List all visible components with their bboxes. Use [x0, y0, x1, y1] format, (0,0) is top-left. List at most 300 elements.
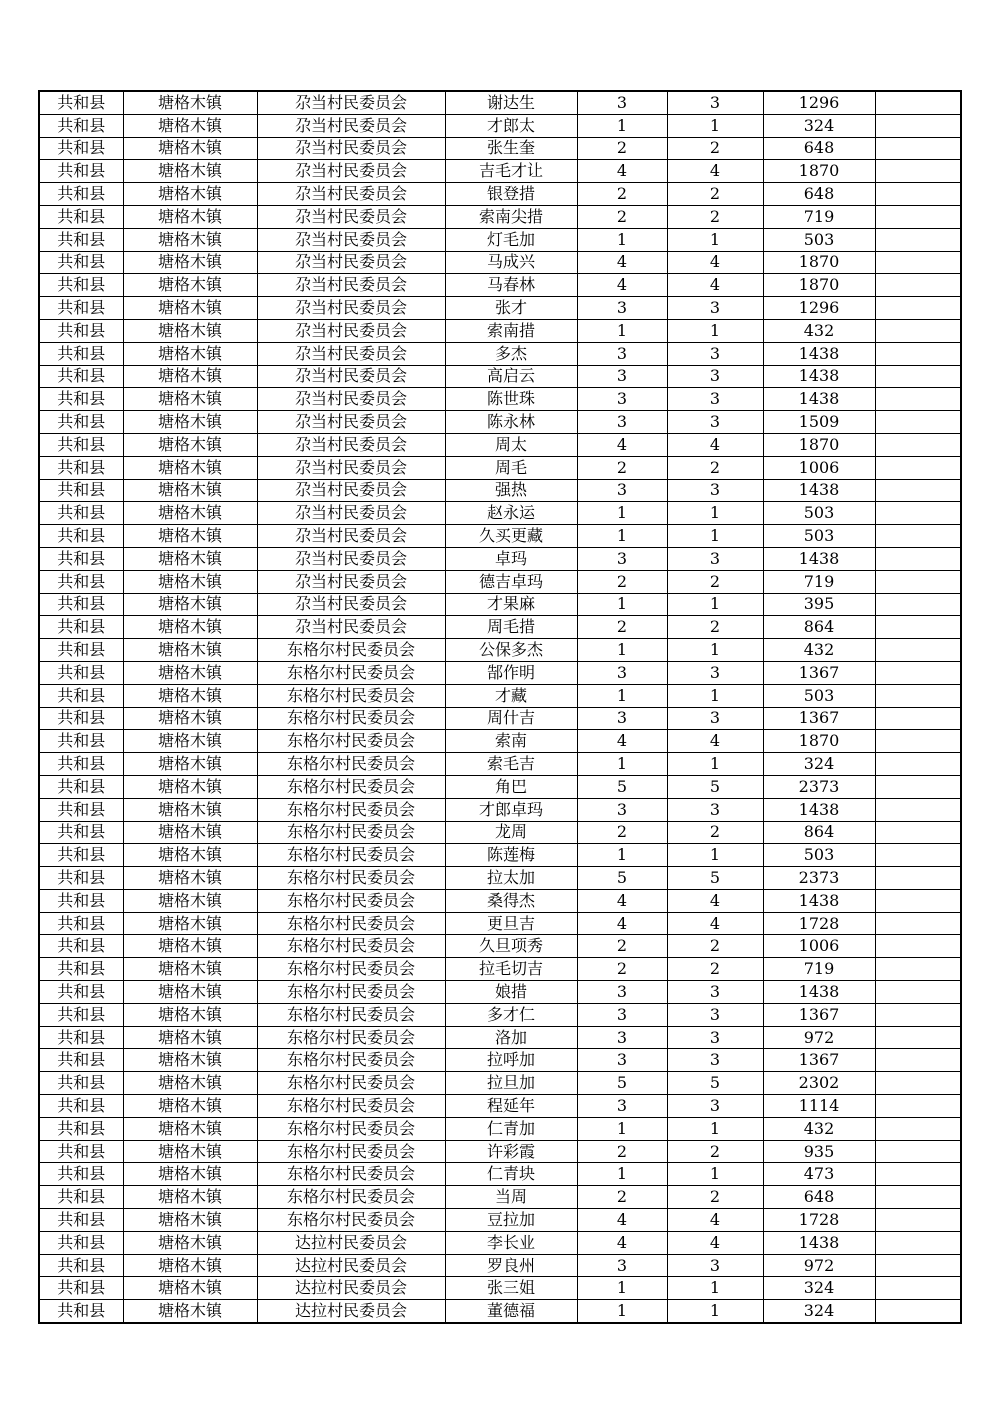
- county-cell: 共和县: [39, 1072, 123, 1095]
- covered-persons-cell: 2: [667, 821, 763, 844]
- household-size-cell: 3: [577, 365, 667, 388]
- town-cell: 塘格木镇: [123, 753, 257, 776]
- household-size-cell: 5: [577, 1072, 667, 1095]
- household-size-cell: 1: [577, 319, 667, 342]
- town-cell: 塘格木镇: [123, 433, 257, 456]
- town-cell: 塘格木镇: [123, 388, 257, 411]
- household-size-cell: 2: [577, 1140, 667, 1163]
- table-row: [39, 844, 961, 867]
- county-cell: 共和县: [39, 616, 123, 639]
- remark-cell: [875, 867, 961, 890]
- covered-persons-cell: 4: [667, 912, 763, 935]
- county-cell: 共和县: [39, 593, 123, 616]
- remark-cell: [875, 798, 961, 821]
- table-row: [39, 547, 961, 570]
- county-cell: 共和县: [39, 935, 123, 958]
- town-cell: 塘格木镇: [123, 889, 257, 912]
- village-cell: 尕当村民委员会: [257, 433, 445, 456]
- county-cell: 共和县: [39, 707, 123, 730]
- amount-cell: 324: [763, 1300, 875, 1323]
- amount-cell: 1296: [763, 297, 875, 320]
- village-cell: 尕当村民委员会: [257, 456, 445, 479]
- town-cell: 塘格木镇: [123, 1140, 257, 1163]
- amount-cell: 432: [763, 319, 875, 342]
- name-cell: 赵永运: [445, 502, 577, 525]
- village-cell: 尕当村民委员会: [257, 570, 445, 593]
- name-cell: 陈永林: [445, 411, 577, 434]
- covered-persons-cell: 2: [667, 1186, 763, 1209]
- county-cell: 共和县: [39, 251, 123, 274]
- table-row: [39, 1209, 961, 1232]
- covered-persons-cell: 2: [667, 183, 763, 206]
- amount-cell: 324: [763, 753, 875, 776]
- village-cell: 尕当村民委员会: [257, 547, 445, 570]
- covered-persons-cell: 2: [667, 456, 763, 479]
- covered-persons-cell: 1: [667, 1117, 763, 1140]
- town-cell: 塘格木镇: [123, 1300, 257, 1323]
- town-cell: 塘格木镇: [123, 730, 257, 753]
- household-size-cell: 3: [577, 661, 667, 684]
- remark-cell: [875, 160, 961, 183]
- name-cell: 谢达生: [445, 91, 577, 114]
- name-cell: 当周: [445, 1186, 577, 1209]
- covered-persons-cell: 3: [667, 388, 763, 411]
- village-cell: 尕当村民委员会: [257, 388, 445, 411]
- town-cell: 塘格木镇: [123, 798, 257, 821]
- name-cell: 德吉卓玛: [445, 570, 577, 593]
- county-cell: 共和县: [39, 1026, 123, 1049]
- covered-persons-cell: 1: [667, 1300, 763, 1323]
- name-cell: 张生奎: [445, 137, 577, 160]
- remark-cell: [875, 502, 961, 525]
- town-cell: 塘格木镇: [123, 707, 257, 730]
- village-cell: 东格尔村民委员会: [257, 935, 445, 958]
- household-size-cell: 2: [577, 570, 667, 593]
- county-cell: 共和县: [39, 1140, 123, 1163]
- household-size-cell: 3: [577, 1003, 667, 1026]
- household-size-cell: 1: [577, 593, 667, 616]
- remark-cell: [875, 297, 961, 320]
- village-cell: 东格尔村民委员会: [257, 1072, 445, 1095]
- village-cell: 东格尔村民委员会: [257, 958, 445, 981]
- town-cell: 塘格木镇: [123, 365, 257, 388]
- amount-cell: 1438: [763, 479, 875, 502]
- county-cell: 共和县: [39, 433, 123, 456]
- covered-persons-cell: 1: [667, 114, 763, 137]
- village-cell: 尕当村民委员会: [257, 411, 445, 434]
- remark-cell: [875, 1209, 961, 1232]
- household-size-cell: 4: [577, 889, 667, 912]
- village-cell: 东格尔村民委员会: [257, 1026, 445, 1049]
- village-cell: 东格尔村民委员会: [257, 661, 445, 684]
- remark-cell: [875, 547, 961, 570]
- town-cell: 塘格木镇: [123, 1163, 257, 1186]
- amount-cell: 719: [763, 570, 875, 593]
- household-size-cell: 3: [577, 411, 667, 434]
- village-cell: 东格尔村民委员会: [257, 753, 445, 776]
- covered-persons-cell: 3: [667, 798, 763, 821]
- name-cell: 公保多杰: [445, 639, 577, 662]
- household-size-cell: 3: [577, 342, 667, 365]
- table-row: [39, 456, 961, 479]
- amount-cell: 864: [763, 821, 875, 844]
- town-cell: 塘格木镇: [123, 319, 257, 342]
- remark-cell: [875, 137, 961, 160]
- county-cell: 共和县: [39, 137, 123, 160]
- town-cell: 塘格木镇: [123, 411, 257, 434]
- table-row: [39, 1003, 961, 1026]
- household-size-cell: 3: [577, 1254, 667, 1277]
- name-cell: 洛加: [445, 1026, 577, 1049]
- table-row: [39, 205, 961, 228]
- table-row: [39, 297, 961, 320]
- remark-cell: [875, 1277, 961, 1300]
- county-cell: 共和县: [39, 1003, 123, 1026]
- village-cell: 东格尔村民委员会: [257, 1209, 445, 1232]
- name-cell: 才郎卓玛: [445, 798, 577, 821]
- amount-cell: 324: [763, 114, 875, 137]
- remark-cell: [875, 935, 961, 958]
- table-row: [39, 889, 961, 912]
- town-cell: 塘格木镇: [123, 684, 257, 707]
- name-cell: 灯毛加: [445, 228, 577, 251]
- county-cell: 共和县: [39, 775, 123, 798]
- name-cell: 更旦吉: [445, 912, 577, 935]
- covered-persons-cell: 3: [667, 661, 763, 684]
- amount-cell: 1438: [763, 1231, 875, 1254]
- covered-persons-cell: 2: [667, 570, 763, 593]
- town-cell: 塘格木镇: [123, 160, 257, 183]
- village-cell: 东格尔村民委员会: [257, 639, 445, 662]
- table-row: [39, 1095, 961, 1118]
- name-cell: 马春林: [445, 274, 577, 297]
- county-cell: 共和县: [39, 388, 123, 411]
- county-cell: 共和县: [39, 1186, 123, 1209]
- household-size-cell: 2: [577, 616, 667, 639]
- name-cell: 高启云: [445, 365, 577, 388]
- table-row: [39, 388, 961, 411]
- amount-cell: 473: [763, 1163, 875, 1186]
- name-cell: 久买更藏: [445, 525, 577, 548]
- name-cell: 程延年: [445, 1095, 577, 1118]
- town-cell: 塘格木镇: [123, 1072, 257, 1095]
- amount-cell: 1367: [763, 707, 875, 730]
- remark-cell: [875, 1163, 961, 1186]
- county-cell: 共和县: [39, 661, 123, 684]
- remark-cell: [875, 456, 961, 479]
- amount-cell: 432: [763, 639, 875, 662]
- name-cell: 李长业: [445, 1231, 577, 1254]
- town-cell: 塘格木镇: [123, 1186, 257, 1209]
- benefit-roster-table: [38, 90, 962, 1324]
- table-row: [39, 342, 961, 365]
- county-cell: 共和县: [39, 958, 123, 981]
- remark-cell: [875, 730, 961, 753]
- village-cell: 东格尔村民委员会: [257, 1140, 445, 1163]
- covered-persons-cell: 5: [667, 775, 763, 798]
- amount-cell: 395: [763, 593, 875, 616]
- town-cell: 塘格木镇: [123, 114, 257, 137]
- covered-persons-cell: 4: [667, 730, 763, 753]
- remark-cell: [875, 251, 961, 274]
- town-cell: 塘格木镇: [123, 1026, 257, 1049]
- name-cell: 董德福: [445, 1300, 577, 1323]
- table-row: [39, 867, 961, 890]
- county-cell: 共和县: [39, 342, 123, 365]
- county-cell: 共和县: [39, 639, 123, 662]
- village-cell: 达拉村民委员会: [257, 1254, 445, 1277]
- village-cell: 尕当村民委员会: [257, 160, 445, 183]
- remark-cell: [875, 1300, 961, 1323]
- table-row: [39, 753, 961, 776]
- remark-cell: [875, 1231, 961, 1254]
- village-cell: 尕当村民委员会: [257, 205, 445, 228]
- village-cell: 尕当村民委员会: [257, 319, 445, 342]
- village-cell: 东格尔村民委员会: [257, 1186, 445, 1209]
- table-row: [39, 981, 961, 1004]
- household-size-cell: 1: [577, 1300, 667, 1323]
- county-cell: 共和县: [39, 798, 123, 821]
- amount-cell: 1438: [763, 388, 875, 411]
- town-cell: 塘格木镇: [123, 775, 257, 798]
- remark-cell: [875, 775, 961, 798]
- table-row: [39, 1049, 961, 1072]
- household-size-cell: 3: [577, 981, 667, 1004]
- village-cell: 东格尔村民委员会: [257, 867, 445, 890]
- town-cell: 塘格木镇: [123, 661, 257, 684]
- household-size-cell: 2: [577, 137, 667, 160]
- name-cell: 豆拉加: [445, 1209, 577, 1232]
- village-cell: 尕当村民委员会: [257, 297, 445, 320]
- household-size-cell: 3: [577, 388, 667, 411]
- household-size-cell: 1: [577, 525, 667, 548]
- remark-cell: [875, 1254, 961, 1277]
- amount-cell: 648: [763, 137, 875, 160]
- table-row: [39, 798, 961, 821]
- covered-persons-cell: 2: [667, 935, 763, 958]
- county-cell: 共和县: [39, 889, 123, 912]
- household-size-cell: 3: [577, 1026, 667, 1049]
- table-row: [39, 1026, 961, 1049]
- covered-persons-cell: 4: [667, 889, 763, 912]
- remark-cell: [875, 319, 961, 342]
- county-cell: 共和县: [39, 525, 123, 548]
- county-cell: 共和县: [39, 297, 123, 320]
- county-cell: 共和县: [39, 160, 123, 183]
- household-size-cell: 4: [577, 730, 667, 753]
- amount-cell: 503: [763, 844, 875, 867]
- household-size-cell: 1: [577, 502, 667, 525]
- amount-cell: 2373: [763, 775, 875, 798]
- amount-cell: 1367: [763, 1049, 875, 1072]
- amount-cell: 648: [763, 183, 875, 206]
- amount-cell: 1438: [763, 798, 875, 821]
- household-size-cell: 1: [577, 228, 667, 251]
- remark-cell: [875, 1117, 961, 1140]
- table-row: [39, 684, 961, 707]
- amount-cell: 1367: [763, 1003, 875, 1026]
- covered-persons-cell: 1: [667, 319, 763, 342]
- town-cell: 塘格木镇: [123, 205, 257, 228]
- name-cell: 才郎太: [445, 114, 577, 137]
- household-size-cell: 4: [577, 160, 667, 183]
- household-size-cell: 1: [577, 639, 667, 662]
- covered-persons-cell: 1: [667, 753, 763, 776]
- remark-cell: [875, 1095, 961, 1118]
- household-size-cell: 3: [577, 547, 667, 570]
- remark-cell: [875, 707, 961, 730]
- covered-persons-cell: 4: [667, 1231, 763, 1254]
- name-cell: 吉毛才让: [445, 160, 577, 183]
- remark-cell: [875, 479, 961, 502]
- county-cell: 共和县: [39, 1254, 123, 1277]
- village-cell: 东格尔村民委员会: [257, 1049, 445, 1072]
- village-cell: 东格尔村民委员会: [257, 775, 445, 798]
- name-cell: 拉毛切吉: [445, 958, 577, 981]
- amount-cell: 1438: [763, 365, 875, 388]
- town-cell: 塘格木镇: [123, 821, 257, 844]
- covered-persons-cell: 3: [667, 981, 763, 1004]
- covered-persons-cell: 3: [667, 1095, 763, 1118]
- remark-cell: [875, 570, 961, 593]
- town-cell: 塘格木镇: [123, 570, 257, 593]
- county-cell: 共和县: [39, 479, 123, 502]
- table-row: [39, 502, 961, 525]
- county-cell: 共和县: [39, 684, 123, 707]
- remark-cell: [875, 228, 961, 251]
- remark-cell: [875, 183, 961, 206]
- table-body: [39, 91, 961, 1323]
- name-cell: 陈莲梅: [445, 844, 577, 867]
- town-cell: 塘格木镇: [123, 525, 257, 548]
- village-cell: 东格尔村民委员会: [257, 1003, 445, 1026]
- town-cell: 塘格木镇: [123, 844, 257, 867]
- remark-cell: [875, 661, 961, 684]
- covered-persons-cell: 3: [667, 365, 763, 388]
- household-size-cell: 4: [577, 1209, 667, 1232]
- remark-cell: [875, 433, 961, 456]
- household-size-cell: 4: [577, 1231, 667, 1254]
- county-cell: 共和县: [39, 1209, 123, 1232]
- remark-cell: [875, 958, 961, 981]
- county-cell: 共和县: [39, 502, 123, 525]
- village-cell: 尕当村民委员会: [257, 616, 445, 639]
- table-row: [39, 228, 961, 251]
- county-cell: 共和县: [39, 1231, 123, 1254]
- household-size-cell: 4: [577, 912, 667, 935]
- household-size-cell: 3: [577, 479, 667, 502]
- covered-persons-cell: 4: [667, 251, 763, 274]
- town-cell: 塘格木镇: [123, 1209, 257, 1232]
- village-cell: 尕当村民委员会: [257, 137, 445, 160]
- town-cell: 塘格木镇: [123, 935, 257, 958]
- amount-cell: 719: [763, 958, 875, 981]
- covered-persons-cell: 1: [667, 525, 763, 548]
- household-size-cell: 2: [577, 821, 667, 844]
- amount-cell: 1438: [763, 342, 875, 365]
- amount-cell: 1367: [763, 661, 875, 684]
- county-cell: 共和县: [39, 319, 123, 342]
- table-row: [39, 821, 961, 844]
- county-cell: 共和县: [39, 981, 123, 1004]
- remark-cell: [875, 1140, 961, 1163]
- name-cell: 强热: [445, 479, 577, 502]
- county-cell: 共和县: [39, 753, 123, 776]
- name-cell: 才藏: [445, 684, 577, 707]
- name-cell: 周什吉: [445, 707, 577, 730]
- covered-persons-cell: 3: [667, 1049, 763, 1072]
- covered-persons-cell: 4: [667, 433, 763, 456]
- name-cell: 拉太加: [445, 867, 577, 890]
- table-row: [39, 1231, 961, 1254]
- table-row: [39, 593, 961, 616]
- table-row: [39, 251, 961, 274]
- covered-persons-cell: 2: [667, 205, 763, 228]
- town-cell: 塘格木镇: [123, 183, 257, 206]
- remark-cell: [875, 205, 961, 228]
- covered-persons-cell: 1: [667, 1163, 763, 1186]
- town-cell: 塘格木镇: [123, 958, 257, 981]
- covered-persons-cell: 2: [667, 1140, 763, 1163]
- name-cell: 索南: [445, 730, 577, 753]
- county-cell: 共和县: [39, 1049, 123, 1072]
- amount-cell: 864: [763, 616, 875, 639]
- amount-cell: 648: [763, 1186, 875, 1209]
- amount-cell: 1870: [763, 274, 875, 297]
- town-cell: 塘格木镇: [123, 867, 257, 890]
- name-cell: 陈世珠: [445, 388, 577, 411]
- covered-persons-cell: 3: [667, 707, 763, 730]
- covered-persons-cell: 2: [667, 616, 763, 639]
- village-cell: 东格尔村民委员会: [257, 1163, 445, 1186]
- village-cell: 东格尔村民委员会: [257, 684, 445, 707]
- county-cell: 共和县: [39, 365, 123, 388]
- name-cell: 多杰: [445, 342, 577, 365]
- household-size-cell: 1: [577, 1163, 667, 1186]
- amount-cell: 1006: [763, 456, 875, 479]
- household-size-cell: 2: [577, 958, 667, 981]
- name-cell: 拉呼加: [445, 1049, 577, 1072]
- household-size-cell: 2: [577, 183, 667, 206]
- town-cell: 塘格木镇: [123, 639, 257, 662]
- household-size-cell: 4: [577, 251, 667, 274]
- amount-cell: 2302: [763, 1072, 875, 1095]
- remark-cell: [875, 1186, 961, 1209]
- village-cell: 尕当村民委员会: [257, 502, 445, 525]
- name-cell: 张才: [445, 297, 577, 320]
- name-cell: 仁青加: [445, 1117, 577, 1140]
- covered-persons-cell: 4: [667, 1209, 763, 1232]
- household-size-cell: 3: [577, 297, 667, 320]
- name-cell: 银登措: [445, 183, 577, 206]
- amount-cell: 503: [763, 228, 875, 251]
- amount-cell: 719: [763, 205, 875, 228]
- table-row: [39, 525, 961, 548]
- village-cell: 东格尔村民委员会: [257, 889, 445, 912]
- village-cell: 东格尔村民委员会: [257, 844, 445, 867]
- county-cell: 共和县: [39, 547, 123, 570]
- name-cell: 才果麻: [445, 593, 577, 616]
- county-cell: 共和县: [39, 183, 123, 206]
- name-cell: 仁青块: [445, 1163, 577, 1186]
- name-cell: 卓玛: [445, 547, 577, 570]
- remark-cell: [875, 1072, 961, 1095]
- name-cell: 久旦项秀: [445, 935, 577, 958]
- household-size-cell: 5: [577, 867, 667, 890]
- household-size-cell: 3: [577, 1095, 667, 1118]
- amount-cell: 1870: [763, 730, 875, 753]
- table-row: [39, 1277, 961, 1300]
